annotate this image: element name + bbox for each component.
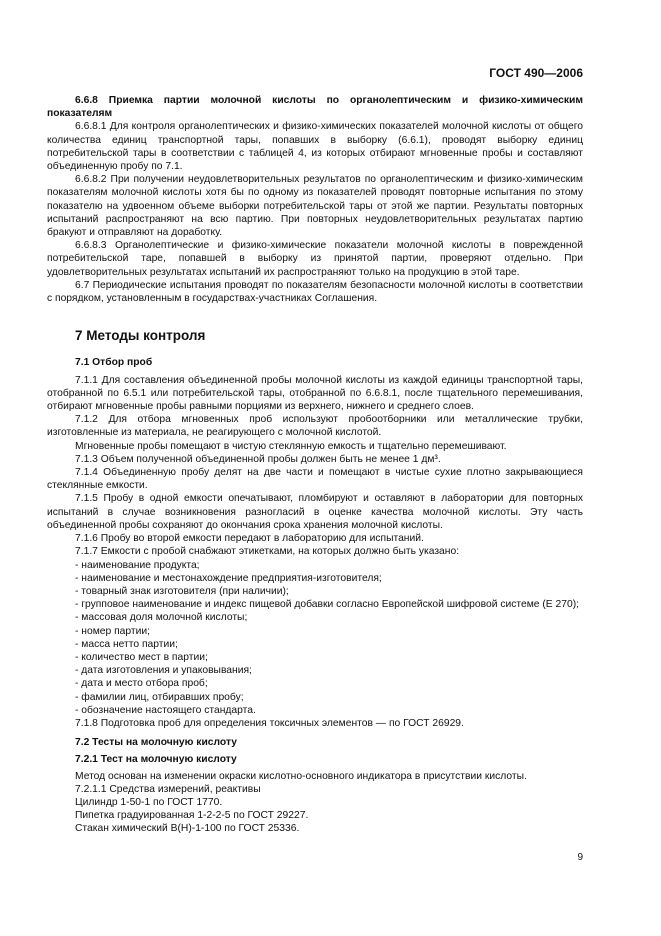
label-list-item: - наименование продукта; (75, 559, 200, 571)
reagent-item: Цилиндр 1-50-1 по ГОСТ 1770. (75, 796, 223, 808)
para-7-1-2b: Мгновенные пробы помещают в чистую стеклянную емкость и тщательно перемешивают. (75, 440, 507, 452)
reagent-item: Пипетка градуированная 1-2-2-5 по ГОСТ 29227. (75, 810, 309, 822)
page-number: 9 (577, 852, 583, 863)
label-list-item: - номер партии; (75, 625, 150, 637)
para-7-1-3: 7.1.3 Объем полученной объединенной пробы должен быть не менее 1 дм³. (75, 453, 441, 465)
label-list-item: - масса нетто партии; (75, 638, 178, 650)
section-7-title: 7 Методы контроля (75, 328, 206, 344)
doc-header: ГОСТ 490—2006 (489, 66, 583, 80)
para-7-2-1-1: 7.2.1.1 Средства измерений, реактивы (75, 783, 261, 795)
reagent-item: Стакан химический В(Н)-1-100 по ГОСТ 25336. (75, 823, 300, 835)
para-7-1-1: 7.1.1 Для составления объединенной пробы молочной кислоты из каждой единицы транспортной тары, отобранной по 6.5.1 или потребительской тары, отобранной по 6.6.8.1, после тщательного перемешивания, отбирают мгновенные пробы равными порциями из верхнего, нижнего и среднего слоев. (47, 374, 583, 413)
section-6-6-8-title: 6.6.8 Приемка партии молочной кислоты по органолептическим и физико-химическим показателям (47, 95, 583, 120)
label-list-item: - обозначение настоящего стандарта. (75, 704, 256, 716)
section-7-2-1-title: 7.2.1 Тест на молочную кислоту (75, 754, 237, 766)
label-list-item: - дата и место отбора проб; (75, 678, 208, 690)
para-6-6-8-1: 6.6.8.1 Для контроля органолептических и физико-химических показателей молочной кислоты от общего количества единиц транспортной тары, попавших в выборку (6.6.1), проводят выборку единиц потребительской тары в соответствии с таблицей 4, из которых отбирают мгновенные пробы и составляют объединенную пробу по 7.1. (47, 121, 583, 173)
para-6-7: 6.7 Периодические испытания проводят по показателям безопасности молочной кислоты в соответствии с порядком, установленным в государствах-участниках Соглашения. (47, 279, 583, 305)
label-list-item: - дата изготовления и упаковывания; (75, 665, 252, 677)
label-list-item: - наименование и местонахождение предприятия-изготовителя; (75, 572, 382, 584)
para-7-1-7: 7.1.7 Емкости с пробой снабжают этикетками, на которых должно быть указано: (75, 546, 460, 558)
label-list-item: - товарный знак изготовителя (при наличии); (75, 585, 289, 597)
label-list-item: - групповое наименование и индекс пищевой добавки согласно Европейской шифровой системе (Е 270); (75, 599, 580, 611)
section-7-1-title: 7.1 Отбор проб (75, 357, 153, 369)
para-6-6-8-2: 6.6.8.2 При получении неудовлетворительных результатов по органолептическим и физико-химическим показателям молочной кислоты хотя бы по одному из показателей проводят повторные испытания по этому показателю на удвоенном объеме выборки потребительской тары от этой же партии. Результаты повторных испытаний распространяют на всю партию. При повторных неудовлетворительных результатах партию бракуют и отправляют на доработку. (47, 174, 583, 239)
document-body (47, 94, 583, 836)
label-list-item: - массовая доля молочной кислоты; (75, 612, 248, 624)
section-7-2-title: 7.2 Тесты на молочную кислоту (75, 737, 237, 749)
para-7-1-6: 7.1.6 Пробу во второй емкости передают в лабораторию для испытаний. (75, 533, 424, 545)
label-list-item: - фамилии лиц, отбиравших пробу; (75, 691, 244, 703)
para-7-1-5: 7.1.5 Пробу в одной емкости опечатывают, пломбируют и оставляют в лаборатории для повторных испытаний в случае возникновения разногласий в оценке качества молочной кислоты. Эту часть объединенной пробы сохраняют до окончания срока хранения молочной кислоты. (47, 493, 583, 531)
para-7-1-8: 7.1.8 Подготовка проб для определения токсичных элементов — по ГОСТ 26929. (75, 717, 464, 729)
para-6-6-8-3: 6.6.8.3 Органолептические и физико-химические показатели молочной кислоты в поврежденной потребительской таре, попавшей в выборку из принятой партии, проверяют отдельно. При удовлетворительных результатах испытаний их распространяют только на продукцию в этой таре. (47, 240, 583, 278)
para-7-1-2: 7.1.2 Для отбора мгновенных проб используют пробоотборники или металлические трубки, изготовленные из материала, не реагирующего с молочной кислотой. (47, 414, 583, 439)
label-list-item: - количество мест в партии; (75, 651, 208, 663)
para-7-2-1: Метод основан на изменении окраски кислотно-основного индикатора в присутствии кислоты. (75, 770, 527, 782)
para-7-1-4: 7.1.4 Объединенную пробу делят на две части и помещают в чистые сухие плотно закрывающиеся стеклянные емкости. (47, 467, 583, 492)
